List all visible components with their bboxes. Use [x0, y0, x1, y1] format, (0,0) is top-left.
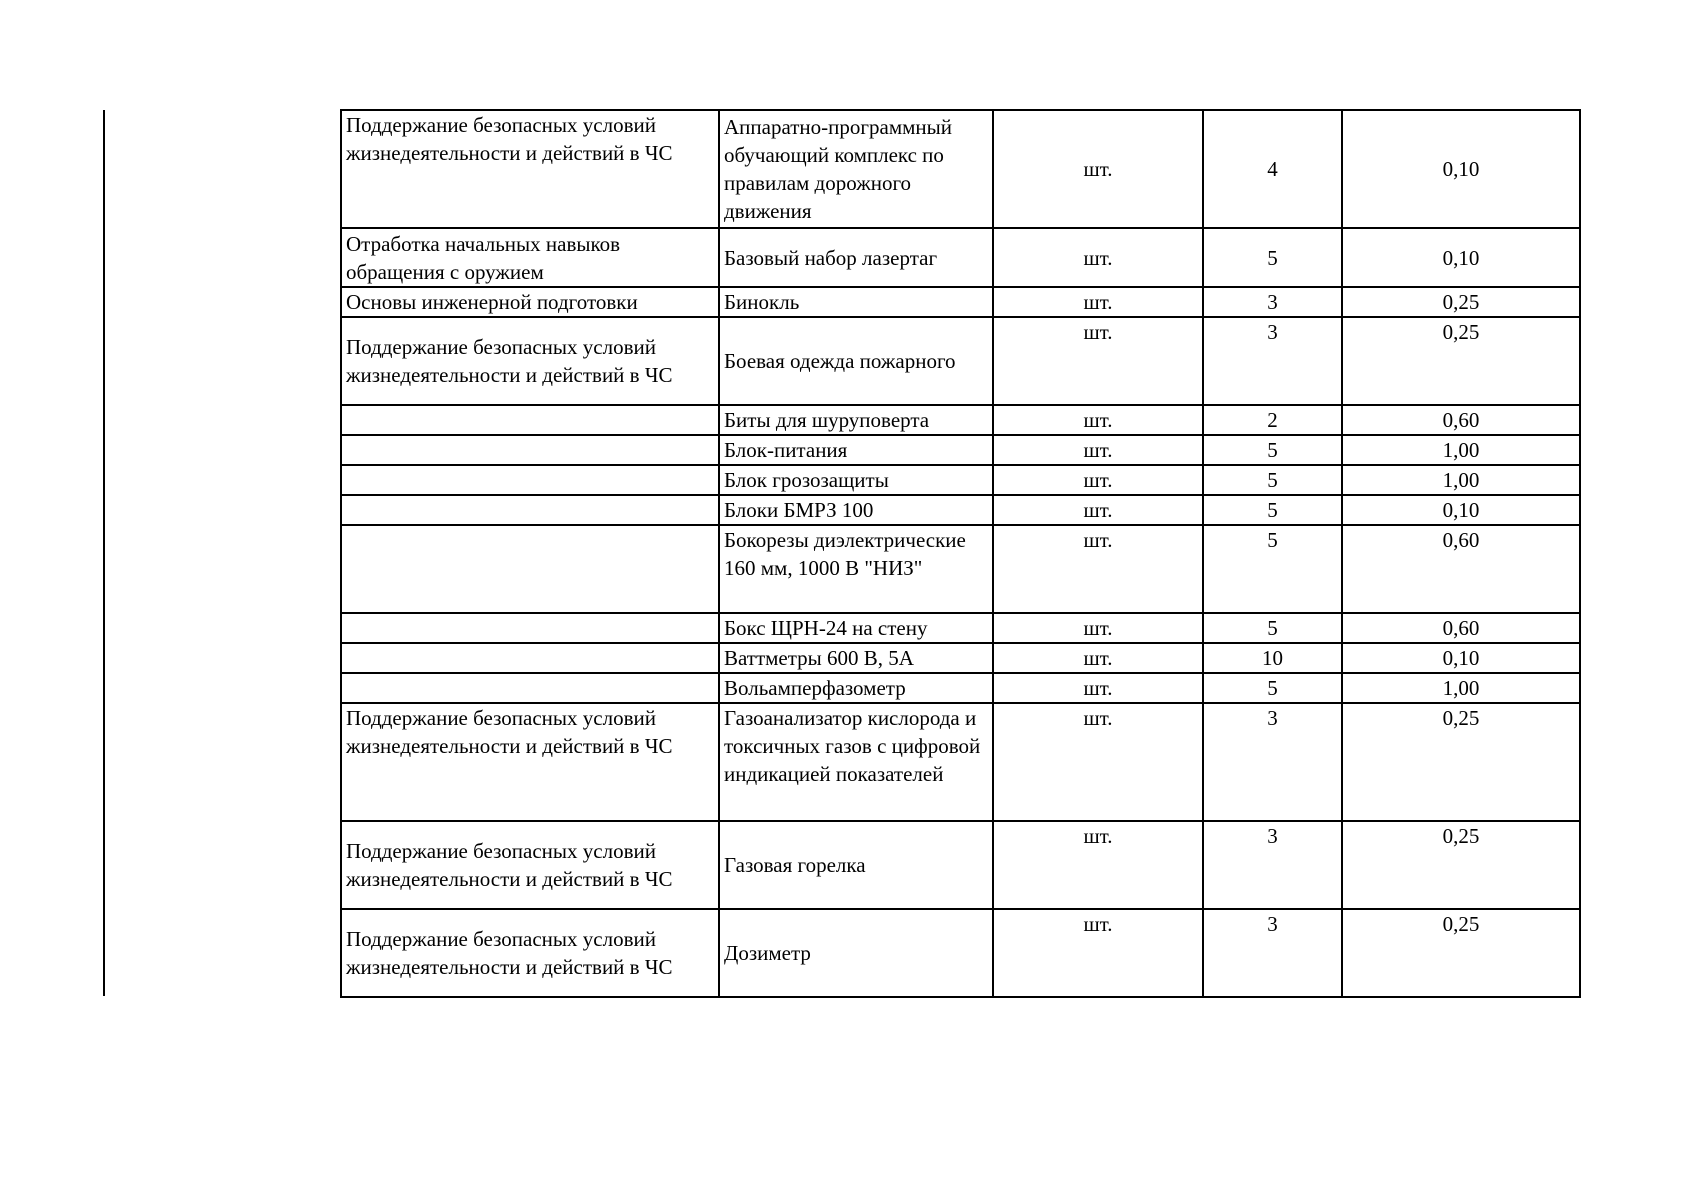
quantity-cell: 5 [1203, 435, 1342, 465]
table-row [341, 287, 1580, 317]
item-name-cell: Бокорезы диэлектрические 160 мм, 1000 В "НИЗ" [719, 525, 993, 613]
item-name-cell: Блок грозозащиты [719, 465, 993, 495]
subject-cell [341, 495, 719, 525]
quantity-cell: 3 [1203, 287, 1342, 317]
unit-cell: шт. [993, 317, 1203, 405]
unit-cell: шт. [993, 703, 1203, 821]
table-row [341, 435, 1580, 465]
unit-cell: шт. [993, 405, 1203, 435]
value-cell: 1,00 [1342, 465, 1580, 495]
table-row [341, 465, 1580, 495]
table-row [341, 613, 1580, 643]
subject-cell: Отработка начальных навыков обращения с оружием [341, 228, 719, 287]
value-cell: 0,25 [1342, 821, 1580, 909]
subject-cell [341, 525, 719, 613]
quantity-cell: 3 [1203, 703, 1342, 821]
table-row [341, 673, 1580, 703]
unit-cell: шт. [993, 613, 1203, 643]
quantity-cell: 5 [1203, 228, 1342, 287]
value-cell: 0,25 [1342, 287, 1580, 317]
subject-cell: Поддержание безопасных условий жизнедеятельности и действий в ЧС [341, 317, 719, 405]
value-cell: 0,60 [1342, 405, 1580, 435]
item-name-cell: Газоанализатор кислорода и токсичных газов с цифровой индикацией показателей [719, 703, 993, 821]
subject-cell [341, 465, 719, 495]
subject-cell: Поддержание безопасных условий жизнедеятельности и действий в ЧС [341, 703, 719, 821]
quantity-cell: 5 [1203, 613, 1342, 643]
value-cell: 0,25 [1342, 317, 1580, 405]
unit-cell: шт. [993, 435, 1203, 465]
subject-cell: Поддержание безопасных условий жизнедеятельности и действий в ЧС [341, 909, 719, 997]
value-cell: 0,60 [1342, 525, 1580, 613]
subject-cell [341, 613, 719, 643]
quantity-cell: 3 [1203, 317, 1342, 405]
quantity-cell: 5 [1203, 673, 1342, 703]
item-name-cell: Вольамперфазометр [719, 673, 993, 703]
value-cell: 1,00 [1342, 435, 1580, 465]
quantity-cell: 4 [1203, 110, 1342, 228]
equipment-table [340, 109, 1581, 998]
unit-cell: шт. [993, 228, 1203, 287]
value-cell: 0,60 [1342, 613, 1580, 643]
item-name-cell: Ваттметры 600 В, 5А [719, 643, 993, 673]
quantity-cell: 2 [1203, 405, 1342, 435]
table-row [341, 110, 1580, 228]
quantity-cell: 5 [1203, 465, 1342, 495]
unit-cell: шт. [993, 643, 1203, 673]
value-cell: 0,10 [1342, 228, 1580, 287]
item-name-cell: Биты для шуруповерта [719, 405, 993, 435]
unit-cell: шт. [993, 495, 1203, 525]
table-row [341, 495, 1580, 525]
value-cell: 0,10 [1342, 495, 1580, 525]
table-row [341, 821, 1580, 909]
unit-cell: шт. [993, 110, 1203, 228]
quantity-cell: 10 [1203, 643, 1342, 673]
item-name-cell: Бокс ЩРН-24 на стену [719, 613, 993, 643]
quantity-cell: 3 [1203, 821, 1342, 909]
table-row [341, 525, 1580, 613]
table-row [341, 405, 1580, 435]
unit-cell: шт. [993, 465, 1203, 495]
subject-cell [341, 643, 719, 673]
item-name-cell: Дозиметр [719, 909, 993, 997]
unit-cell: шт. [993, 673, 1203, 703]
unit-cell: шт. [993, 287, 1203, 317]
value-cell: 1,00 [1342, 673, 1580, 703]
unit-cell: шт. [993, 821, 1203, 909]
item-name-cell: Бинокль [719, 287, 993, 317]
page-margin-line [103, 110, 105, 996]
table-row [341, 909, 1580, 997]
item-name-cell: Базовый набор лазертаг [719, 228, 993, 287]
quantity-cell: 5 [1203, 525, 1342, 613]
subject-cell [341, 673, 719, 703]
value-cell: 0,25 [1342, 909, 1580, 997]
subject-cell: Поддержание безопасных условий жизнедеятельности и действий в ЧС [341, 110, 719, 228]
quantity-cell: 5 [1203, 495, 1342, 525]
item-name-cell: Газовая горелка [719, 821, 993, 909]
table-row [341, 703, 1580, 821]
subject-cell [341, 435, 719, 465]
quantity-cell: 3 [1203, 909, 1342, 997]
table-row [341, 643, 1580, 673]
unit-cell: шт. [993, 525, 1203, 613]
subject-cell: Основы инженерной подготовки [341, 287, 719, 317]
value-cell: 0,10 [1342, 110, 1580, 228]
item-name-cell: Блоки БМРЗ 100 [719, 495, 993, 525]
unit-cell: шт. [993, 909, 1203, 997]
value-cell: 0,25 [1342, 703, 1580, 821]
table-row [341, 228, 1580, 287]
subject-cell: Поддержание безопасных условий жизнедеятельности и действий в ЧС [341, 821, 719, 909]
item-name-cell: Аппаратно-программный обучающий комплекс по правилам дорожного движения [719, 110, 993, 228]
table-row [341, 317, 1580, 405]
value-cell: 0,10 [1342, 643, 1580, 673]
item-name-cell: Боевая одежда пожарного [719, 317, 993, 405]
subject-cell [341, 405, 719, 435]
item-name-cell: Блок-питания [719, 435, 993, 465]
